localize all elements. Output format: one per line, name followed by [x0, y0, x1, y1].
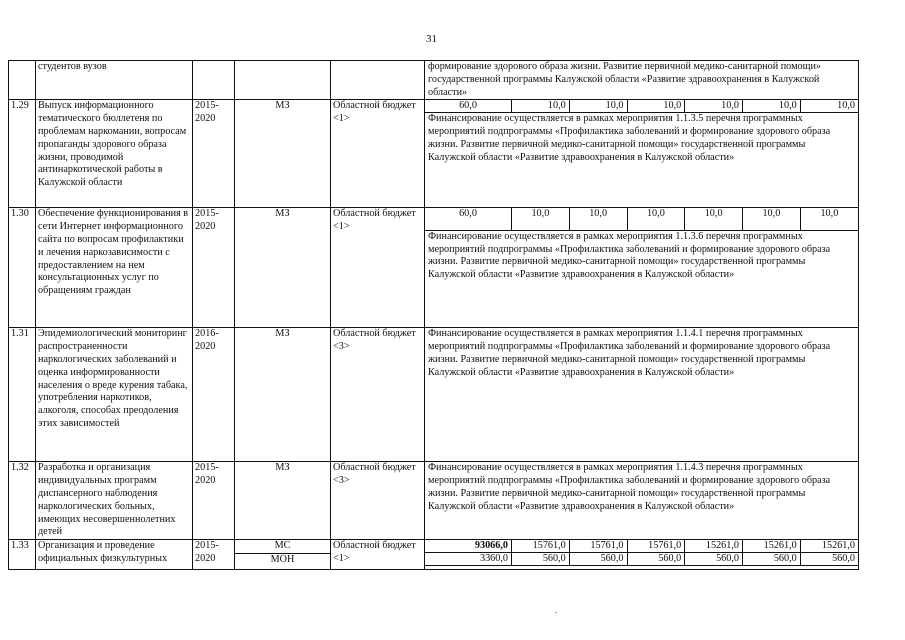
table-row — [9, 328, 859, 462]
activity-name: студентов вузов — [36, 61, 193, 100]
amount-year: 560,0 — [743, 553, 801, 566]
funding-cell — [425, 100, 859, 208]
row-number: 1.29 — [9, 100, 36, 208]
amount-year: 10,0 — [569, 100, 627, 113]
amount-total: 60,0 — [425, 208, 512, 230]
amount-year: 10,0 — [800, 100, 858, 113]
table-row — [9, 540, 859, 570]
executor-cell — [235, 540, 331, 570]
row-number: 1.32 — [9, 462, 36, 540]
amounts-table — [425, 208, 858, 231]
table-row — [9, 61, 859, 100]
amount-year: 10,0 — [685, 208, 743, 230]
activity-name: Выпуск информационного тематического бюллетеня по проблемам наркомании, вопросам пропаганды здорового образа жизни, проводимой антинаркотической работы в Калужской области — [36, 100, 193, 208]
table-row — [9, 100, 859, 208]
activity-executor: МЗ — [235, 208, 331, 328]
activity-years: 2015-2020 — [193, 100, 235, 208]
amount-year: 10,0 — [627, 100, 685, 113]
amount-year: 560,0 — [569, 553, 627, 566]
funding-note: Финансирование осуществляется в рамках мероприятия 1.1.3.5 перечня программных мероприятий подпрограммы «Профилактика заболеваний и формирование здорового образа жизни. Развитие первичной медико-санитарной помощи» государственной программы Калужской области «Развитие здравоохранения в Калужской области» — [428, 113, 831, 163]
amount-year: 15261,0 — [743, 540, 801, 553]
funding-note: формирование здорового образа жизни. Развитие первичной медико-санитарной помощи» государственной программы Калужской области «Развитие здравоохранения в Калужской области» — [425, 61, 859, 100]
activity-executor: МОН — [270, 553, 295, 565]
amount-year: 560,0 — [800, 553, 858, 566]
amount-year: 15261,0 — [685, 540, 743, 553]
page-number: 31 — [426, 33, 437, 45]
amount-year: 10,0 — [512, 208, 570, 230]
funding-source — [331, 61, 425, 100]
activity-years: 2015-2020 — [193, 462, 235, 540]
funding-note: Финансирование осуществляется в рамках мероприятия 1.1.4.1 перечня программных мероприятий подпрограммы «Профилактика заболеваний и формирование здорового образа жизни. Развитие первичной медико-санитарной помощи» государственной программы Калужской области «Развитие здравоохранения в Калужской области» — [425, 328, 859, 462]
funding-source: Областной бюджет <1> — [331, 208, 425, 328]
amount-total: 3360,0 — [425, 553, 512, 566]
activity-executor: МЗ — [235, 328, 331, 462]
funding-source: Областной бюджет <3> — [331, 328, 425, 462]
amount-total: 60,0 — [425, 100, 512, 113]
row-number — [9, 61, 36, 100]
amount-year: 10,0 — [685, 100, 743, 113]
activity-years: 2015-2020 — [193, 540, 235, 570]
row-number: 1.33 — [9, 540, 36, 570]
funding-cell — [425, 540, 859, 570]
activity-years: 2016-2020 — [193, 328, 235, 462]
amount-year: 10,0 — [800, 208, 858, 230]
row-number: 1.31 — [9, 328, 36, 462]
amounts-table — [425, 540, 858, 566]
amount-year: 15761,0 — [512, 540, 570, 553]
amount-year: 10,0 — [743, 208, 801, 230]
amount-year: 15761,0 — [627, 540, 685, 553]
funding-note: Финансирование осуществляется в рамках мероприятия 1.1.4.3 перечня программных мероприятий подпрограммы «Профилактика заболеваний и формирование здорового образа жизни. Развитие первичной медико-санитарной помощи» государственной программы Калужской области «Развитие здравоохранения в Калужской области» — [425, 462, 859, 540]
amount-year: 15761,0 — [569, 540, 627, 553]
funding-source: Областной бюджет <1> — [331, 100, 425, 208]
amount-year: 560,0 — [512, 553, 570, 566]
funding-cell — [425, 208, 859, 328]
table-row — [9, 462, 859, 540]
activity-executor: МС — [235, 540, 330, 554]
amount-year: 560,0 — [627, 553, 685, 566]
table-row — [9, 208, 859, 328]
activity-executor: МЗ — [235, 100, 331, 208]
funding-note: Финансирование осуществляется в рамках мероприятия 1.1.3.6 перечня программных мероприятий подпрограммы «Профилактика заболеваний и формирование здорового образа жизни. Развитие первичной медико-санитарной помощи» государственной программы Калужской области «Развитие здравоохранения в Калужской области» — [428, 230, 831, 281]
scan-speck — [555, 612, 557, 613]
amount-total: 93066,0 — [425, 540, 512, 553]
amount-year: 10,0 — [743, 100, 801, 113]
funding-source: Областной бюджет <1> — [331, 540, 425, 570]
program-activities-table — [8, 60, 859, 570]
activity-name: Разработка и организация индивидуальных программ диспансерного наблюдения наркологических больных, имеющих несовершеннолетних детей — [36, 462, 193, 540]
amount-year: 10,0 — [512, 100, 570, 113]
activity-executor — [235, 61, 331, 100]
amount-year: 10,0 — [569, 208, 627, 230]
activity-name: Эпидемиологический мониторинг распространенности наркологических заболеваний и оценка информированности населения о вреде курения табака, употребления наркотиков, алкоголя, способах преодоления этих зависимостей — [36, 328, 193, 462]
activity-executor: МЗ — [235, 462, 331, 540]
row-number: 1.30 — [9, 208, 36, 328]
activity-years: 2015-2020 — [193, 208, 235, 328]
amount-year: 15261,0 — [800, 540, 858, 553]
activity-years — [193, 61, 235, 100]
funding-source: Областной бюджет <3> — [331, 462, 425, 540]
amounts-table — [425, 100, 858, 113]
activity-name: Обеспечение функционирования в сети Интернет информационного сайта по вопросам профилактики и лечения наркозависимости с предоставлением на нем консультационных услуг по обращениям граждан — [36, 208, 193, 328]
activity-name: Организация и проведение официальных физкультурных — [36, 540, 193, 570]
amount-year: 10,0 — [627, 208, 685, 230]
amount-year: 560,0 — [685, 553, 743, 566]
